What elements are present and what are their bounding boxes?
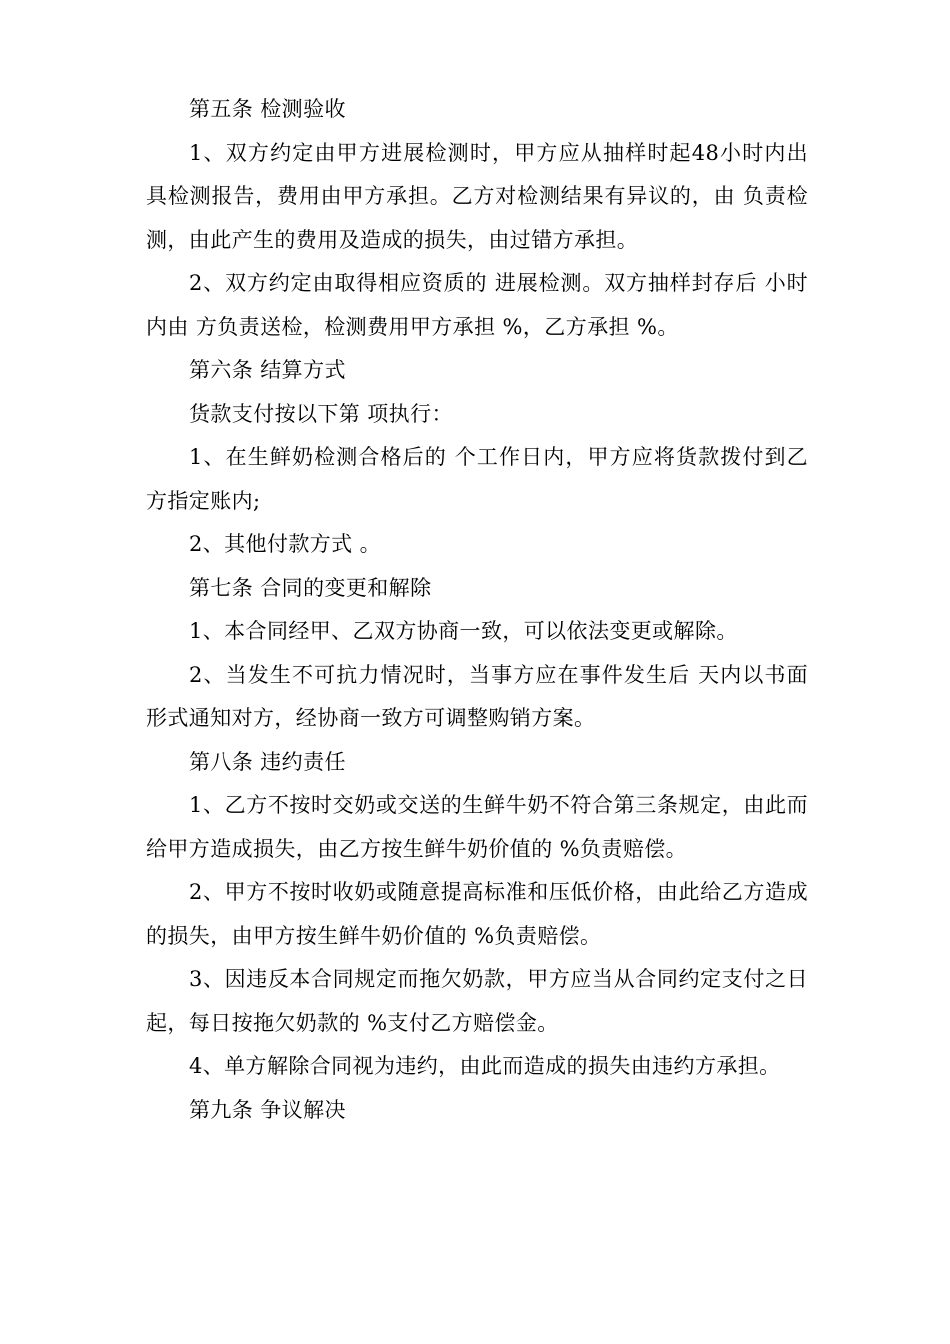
clause-6-2: 2、其他付款方式 。 <box>189 532 382 556</box>
section-heading-article-5: 第五条 检测验收 <box>189 97 346 121</box>
section-heading-article-9: 第九条 争议解决 <box>189 1097 346 1122</box>
clause-8-1: 1、乙方不按时交奶或交送的生鲜牛奶不符合第三条规定，由此而给甲方造成损失，由乙方按生鲜牛奶价值的 %负责赔偿。 <box>146 793 808 861</box>
payment-intro: 货款支付按以下第 项执行： <box>189 401 453 426</box>
clause-7-1: 1、本合同经甲、乙双方协商一致，可以依法变更或解除。 <box>189 619 738 643</box>
section-heading-article-8: 第八条 违约责任 <box>189 749 346 774</box>
clause-5-2: 2、双方约定由取得相应资质的 进展检测。双方抽样封存后 小时内由 方负责送检，检测费用甲方承担 %，乙方承担 %。 <box>146 271 808 339</box>
section-heading-article-6: 第六条 结算方式 <box>189 358 346 382</box>
clause-7-2: 2、当发生不可抗力情况时，当事方应在事件发生后 天内以书面形式通知对方，经协商一致方可调整购销方案。 <box>146 662 808 730</box>
clause-6-1: 1、在生鲜奶检测合格后的 个工作日内，甲方应将货款拨付到乙方指定账内; <box>146 445 808 513</box>
section-heading-article-7: 第七条 合同的变更和解除 <box>189 575 432 600</box>
clause-8-4: 4、单方解除合同视为违约，由此而造成的损失由违约方承担。 <box>189 1054 781 1078</box>
clause-8-2: 2、甲方不按时收奶或随意提高标准和压低价格，由此给乙方造成的损失，由甲方按生鲜牛奶价值的 %负责赔偿。 <box>146 880 808 948</box>
document-body <box>146 88 808 1132</box>
clause-5-1: 1、双方约定由甲方进展检测时，甲方应从抽样时起48小时内出具检测报告，费用由甲方承担。乙方对检测结果有异议的，由 负责检测，由此产生的费用及造成的损失，由过错方承担。 <box>146 140 808 252</box>
clause-8-3: 3、因违反本合同规定而拖欠奶款，甲方应当从合同约定支付之日起，每日按拖欠奶款的 %支付乙方赔偿金。 <box>146 967 808 1035</box>
